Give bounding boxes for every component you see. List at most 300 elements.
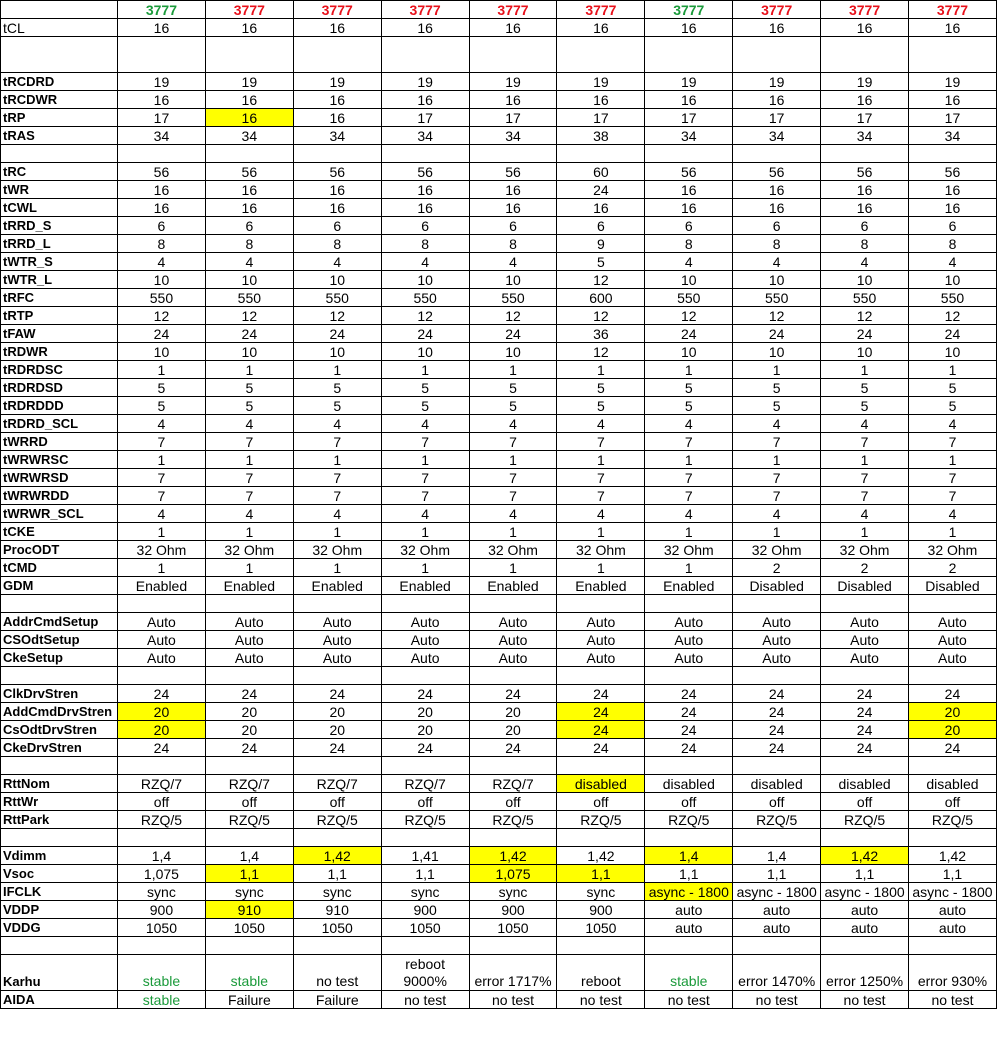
value-cell: auto — [733, 919, 821, 937]
value-cell: 1,42 — [293, 847, 381, 865]
empty-cell — [821, 829, 909, 847]
value-cell: 1 — [118, 559, 206, 577]
value-cell: 17 — [821, 109, 909, 127]
value-cell: 10 — [118, 271, 206, 289]
value-cell: 17 — [118, 109, 206, 127]
header-row — [1, 1, 997, 19]
empty-cell — [293, 145, 381, 163]
value-cell: 1 — [557, 451, 645, 469]
value-cell: 20 — [205, 721, 293, 739]
value-cell: Auto — [733, 613, 821, 631]
value-cell: 7 — [909, 433, 997, 451]
value-cell: 1 — [821, 523, 909, 541]
value-cell: no test — [821, 991, 909, 1009]
value-cell: reboot 9000% — [381, 955, 469, 991]
row-label: tRCDWR — [1, 91, 118, 109]
value-cell: 4 — [909, 505, 997, 523]
value-cell: Auto — [645, 613, 733, 631]
value-cell: 12 — [118, 307, 206, 325]
value-cell: 7 — [645, 433, 733, 451]
value-cell: 24 — [733, 721, 821, 739]
empty-cell — [1, 829, 118, 847]
empty-cell — [645, 595, 733, 613]
empty-cell — [821, 595, 909, 613]
table-row — [1, 217, 997, 235]
value-cell: auto — [821, 919, 909, 937]
value-cell: 16 — [821, 181, 909, 199]
empty-cell — [733, 595, 821, 613]
value-cell: Auto — [293, 649, 381, 667]
value-cell: 19 — [733, 73, 821, 91]
empty-cell — [909, 667, 997, 685]
value-cell: 4 — [821, 415, 909, 433]
header-cell: 3777 — [118, 1, 206, 19]
value-cell: 24 — [733, 739, 821, 757]
value-cell: Auto — [381, 631, 469, 649]
value-cell: off — [733, 793, 821, 811]
value-cell: 5 — [733, 379, 821, 397]
value-cell: 550 — [645, 289, 733, 307]
value-cell: 16 — [821, 199, 909, 217]
row-label: tRC — [1, 163, 118, 181]
table-row — [1, 703, 997, 721]
value-cell: 4 — [821, 253, 909, 271]
value-cell: 16 — [469, 19, 557, 37]
value-cell: 17 — [557, 109, 645, 127]
value-cell: 16 — [293, 199, 381, 217]
value-cell: error 930% — [909, 955, 997, 991]
value-cell: 1 — [205, 523, 293, 541]
value-cell: no test — [293, 955, 381, 991]
value-cell: Failure — [293, 991, 381, 1009]
empty-cell — [733, 829, 821, 847]
table-row — [1, 181, 997, 199]
value-cell: 1 — [293, 523, 381, 541]
table-row — [1, 361, 997, 379]
value-cell: 1,41 — [381, 847, 469, 865]
value-cell: 5 — [469, 397, 557, 415]
table-row — [1, 343, 997, 361]
row-label: tRDRD_SCL — [1, 415, 118, 433]
value-cell: 7 — [205, 487, 293, 505]
table-row — [1, 415, 997, 433]
value-cell: async - 1800 — [909, 883, 997, 901]
value-cell: RZQ/5 — [733, 811, 821, 829]
value-cell: 34 — [909, 127, 997, 145]
row-label: tWRWRDD — [1, 487, 118, 505]
value-cell: 7 — [645, 487, 733, 505]
value-cell: Disabled — [821, 577, 909, 595]
value-cell: 5 — [557, 379, 645, 397]
value-cell: 36 — [557, 325, 645, 343]
value-cell: 34 — [118, 127, 206, 145]
row-label: tWTR_S — [1, 253, 118, 271]
value-cell: Auto — [733, 649, 821, 667]
value-cell: 5 — [205, 397, 293, 415]
value-cell: async - 1800 — [645, 883, 733, 901]
spacer-row — [1, 829, 997, 847]
value-cell: 4 — [645, 415, 733, 433]
value-cell: 12 — [821, 307, 909, 325]
value-cell: 2 — [733, 559, 821, 577]
row-label: tRRD_L — [1, 235, 118, 253]
value-cell: 900 — [381, 901, 469, 919]
value-cell: 12 — [645, 307, 733, 325]
value-cell: 10 — [293, 343, 381, 361]
table-row — [1, 955, 997, 991]
value-cell: 24 — [821, 325, 909, 343]
value-cell: 1 — [118, 451, 206, 469]
header-cell: 3777 — [293, 1, 381, 19]
empty-cell — [469, 757, 557, 775]
value-cell: 24 — [909, 325, 997, 343]
value-cell: async - 1800 — [733, 883, 821, 901]
value-cell: Auto — [909, 631, 997, 649]
value-cell: 10 — [821, 271, 909, 289]
table-row — [1, 883, 997, 901]
value-cell: 1,4 — [118, 847, 206, 865]
value-cell: 5 — [205, 379, 293, 397]
value-cell: 4 — [909, 253, 997, 271]
value-cell: 12 — [557, 307, 645, 325]
value-cell: 60 — [557, 163, 645, 181]
row-label: IFCLK — [1, 883, 118, 901]
value-cell: 19 — [557, 73, 645, 91]
table-row — [1, 847, 997, 865]
value-cell: 8 — [645, 235, 733, 253]
value-cell: 24 — [205, 685, 293, 703]
row-label: RttNom — [1, 775, 118, 793]
table-row — [1, 559, 997, 577]
value-cell: 600 — [557, 289, 645, 307]
spacer-row — [1, 937, 997, 955]
value-cell: RZQ/7 — [205, 775, 293, 793]
value-cell: sync — [293, 883, 381, 901]
value-cell: 24 — [645, 703, 733, 721]
value-cell: 34 — [821, 127, 909, 145]
spacer-row — [1, 595, 997, 613]
row-label: tWR — [1, 181, 118, 199]
value-cell: 8 — [733, 235, 821, 253]
value-cell: 4 — [118, 253, 206, 271]
table-row — [1, 109, 997, 127]
value-cell: 7 — [205, 433, 293, 451]
empty-cell — [557, 757, 645, 775]
row-label: tRDRDSC — [1, 361, 118, 379]
value-cell: 5 — [118, 379, 206, 397]
value-cell: Auto — [557, 631, 645, 649]
header-cell: 3777 — [469, 1, 557, 19]
empty-cell — [821, 37, 909, 73]
value-cell: 1 — [205, 559, 293, 577]
value-cell: 550 — [733, 289, 821, 307]
value-cell: 4 — [821, 505, 909, 523]
value-cell: 5 — [557, 397, 645, 415]
header-cell: 3777 — [381, 1, 469, 19]
table-row — [1, 739, 997, 757]
value-cell: 16 — [205, 181, 293, 199]
empty-cell — [645, 667, 733, 685]
value-cell: 1 — [293, 559, 381, 577]
value-cell: 10 — [645, 271, 733, 289]
value-cell: 6 — [381, 217, 469, 235]
row-label: tCKE — [1, 523, 118, 541]
row-label: tCWL — [1, 199, 118, 217]
spacer-row — [1, 37, 997, 73]
value-cell: auto — [645, 919, 733, 937]
empty-cell — [293, 595, 381, 613]
value-cell: 1,1 — [205, 865, 293, 883]
value-cell: 1,42 — [469, 847, 557, 865]
value-cell: 16 — [381, 91, 469, 109]
value-cell: sync — [118, 883, 206, 901]
value-cell: 24 — [733, 685, 821, 703]
value-cell: 24 — [381, 325, 469, 343]
value-cell: no test — [469, 991, 557, 1009]
row-label: RttWr — [1, 793, 118, 811]
spacer-row — [1, 145, 997, 163]
value-cell: no test — [733, 991, 821, 1009]
empty-cell — [469, 145, 557, 163]
value-cell: 20 — [381, 703, 469, 721]
empty-cell — [205, 595, 293, 613]
value-cell: 16 — [645, 91, 733, 109]
empty-cell — [1, 757, 118, 775]
value-cell: 900 — [557, 901, 645, 919]
value-cell: off — [557, 793, 645, 811]
empty-cell — [205, 667, 293, 685]
empty-cell — [118, 829, 206, 847]
empty-cell — [645, 829, 733, 847]
value-cell: 24 — [645, 721, 733, 739]
value-cell: Auto — [469, 613, 557, 631]
value-cell: 24 — [381, 739, 469, 757]
value-cell: 10 — [381, 271, 469, 289]
empty-cell — [205, 829, 293, 847]
empty-cell — [909, 595, 997, 613]
value-cell: 1 — [821, 451, 909, 469]
value-cell: error 1717% — [469, 955, 557, 991]
value-cell: 5 — [909, 397, 997, 415]
row-label: tRRD_S — [1, 217, 118, 235]
value-cell: 56 — [118, 163, 206, 181]
value-cell: 16 — [205, 109, 293, 127]
table-row — [1, 613, 997, 631]
empty-cell — [821, 757, 909, 775]
value-cell: sync — [205, 883, 293, 901]
value-cell: 4 — [205, 505, 293, 523]
value-cell: 20 — [469, 703, 557, 721]
value-cell: Auto — [733, 631, 821, 649]
value-cell: 24 — [821, 721, 909, 739]
table-row — [1, 127, 997, 145]
value-cell: Auto — [645, 631, 733, 649]
value-cell: 1,1 — [821, 865, 909, 883]
value-cell: 34 — [205, 127, 293, 145]
empty-cell — [557, 667, 645, 685]
value-cell: 12 — [557, 343, 645, 361]
value-cell: 10 — [733, 271, 821, 289]
value-cell: 16 — [118, 19, 206, 37]
value-cell: reboot — [557, 955, 645, 991]
row-label: tRCDRD — [1, 73, 118, 91]
value-cell: 12 — [469, 307, 557, 325]
header-cell: 3777 — [205, 1, 293, 19]
value-cell: auto — [909, 919, 997, 937]
value-cell: 16 — [557, 91, 645, 109]
value-cell: RZQ/5 — [821, 811, 909, 829]
value-cell: 1 — [293, 361, 381, 379]
empty-cell — [118, 37, 206, 73]
value-cell: RZQ/5 — [557, 811, 645, 829]
value-cell: stable — [118, 991, 206, 1009]
value-cell: 16 — [557, 199, 645, 217]
value-cell: 4 — [469, 253, 557, 271]
value-cell: 16 — [469, 91, 557, 109]
value-cell: Auto — [381, 613, 469, 631]
value-cell: 1050 — [118, 919, 206, 937]
table-row — [1, 379, 997, 397]
value-cell: 8 — [909, 235, 997, 253]
value-cell: 17 — [381, 109, 469, 127]
table-row — [1, 289, 997, 307]
value-cell: 5 — [909, 379, 997, 397]
value-cell: 6 — [469, 217, 557, 235]
value-cell: 1,1 — [557, 865, 645, 883]
value-cell: 4 — [733, 505, 821, 523]
value-cell: RZQ/7 — [293, 775, 381, 793]
value-cell: 1,4 — [645, 847, 733, 865]
table-row — [1, 577, 997, 595]
row-label: ClkDrvStren — [1, 685, 118, 703]
value-cell: 24 — [645, 685, 733, 703]
value-cell: auto — [821, 901, 909, 919]
empty-cell — [293, 667, 381, 685]
value-cell: 56 — [645, 163, 733, 181]
value-cell: 5 — [733, 397, 821, 415]
value-cell: 17 — [733, 109, 821, 127]
row-label: tRTP — [1, 307, 118, 325]
value-cell: 10 — [645, 343, 733, 361]
value-cell: 24 — [118, 739, 206, 757]
empty-cell — [381, 667, 469, 685]
value-cell: 7 — [293, 469, 381, 487]
value-cell: 17 — [909, 109, 997, 127]
value-cell: 1 — [909, 523, 997, 541]
value-cell: 56 — [381, 163, 469, 181]
value-cell: 32 Ohm — [733, 541, 821, 559]
value-cell: 1 — [909, 361, 997, 379]
empty-cell — [293, 757, 381, 775]
value-cell: no test — [909, 991, 997, 1009]
value-cell: 1 — [469, 559, 557, 577]
header-cell: 3777 — [645, 1, 733, 19]
value-cell: 20 — [909, 721, 997, 739]
value-cell: 32 Ohm — [821, 541, 909, 559]
value-cell: 24 — [821, 703, 909, 721]
value-cell: 4 — [381, 253, 469, 271]
value-cell: 10 — [469, 343, 557, 361]
value-cell: Auto — [909, 649, 997, 667]
empty-cell — [909, 37, 997, 73]
value-cell: 6 — [645, 217, 733, 235]
value-cell: RZQ/5 — [909, 811, 997, 829]
value-cell: 24 — [205, 739, 293, 757]
value-cell: 16 — [645, 181, 733, 199]
value-cell: 16 — [118, 181, 206, 199]
value-cell: disabled — [645, 775, 733, 793]
value-cell: 16 — [205, 19, 293, 37]
value-cell: RZQ/5 — [381, 811, 469, 829]
value-cell: 7 — [733, 433, 821, 451]
value-cell: 16 — [293, 109, 381, 127]
row-label: tCMD — [1, 559, 118, 577]
value-cell: 24 — [469, 685, 557, 703]
row-label: CSOdtSetup — [1, 631, 118, 649]
value-cell: Disabled — [733, 577, 821, 595]
empty-cell — [821, 667, 909, 685]
row-label: CsOdtDrvStren — [1, 721, 118, 739]
table-row — [1, 919, 997, 937]
value-cell: 1 — [381, 361, 469, 379]
empty-cell — [381, 829, 469, 847]
value-cell: Auto — [469, 631, 557, 649]
row-label: RttPark — [1, 811, 118, 829]
value-cell: 1 — [118, 361, 206, 379]
header-cell: 3777 — [821, 1, 909, 19]
value-cell: 16 — [821, 91, 909, 109]
value-cell: 1 — [733, 451, 821, 469]
value-cell: 1,1 — [645, 865, 733, 883]
value-cell: 34 — [381, 127, 469, 145]
table-row — [1, 685, 997, 703]
value-cell: 16 — [821, 19, 909, 37]
value-cell: 1,1 — [293, 865, 381, 883]
value-cell: 1 — [557, 523, 645, 541]
row-label: CkeSetup — [1, 649, 118, 667]
value-cell: 8 — [118, 235, 206, 253]
table-row — [1, 541, 997, 559]
value-cell: 1,4 — [733, 847, 821, 865]
value-cell: 550 — [118, 289, 206, 307]
value-cell: 24 — [118, 685, 206, 703]
value-cell: 7 — [821, 487, 909, 505]
value-cell: 17 — [469, 109, 557, 127]
value-cell: Enabled — [293, 577, 381, 595]
value-cell: Auto — [557, 613, 645, 631]
value-cell: 24 — [909, 685, 997, 703]
value-cell: 1 — [205, 451, 293, 469]
table-row — [1, 487, 997, 505]
value-cell: 6 — [909, 217, 997, 235]
value-cell: Auto — [205, 613, 293, 631]
empty-cell — [469, 667, 557, 685]
value-cell: 6 — [733, 217, 821, 235]
value-cell: 16 — [733, 91, 821, 109]
empty-cell — [733, 937, 821, 955]
value-cell: 19 — [381, 73, 469, 91]
value-cell: 7 — [118, 487, 206, 505]
value-cell: off — [293, 793, 381, 811]
value-cell: 7 — [205, 469, 293, 487]
row-label: VDDG — [1, 919, 118, 937]
value-cell: 32 Ohm — [205, 541, 293, 559]
value-cell: 4 — [557, 505, 645, 523]
header-cell: 3777 — [557, 1, 645, 19]
value-cell: Auto — [645, 649, 733, 667]
value-cell: 7 — [557, 469, 645, 487]
value-cell: Auto — [118, 649, 206, 667]
